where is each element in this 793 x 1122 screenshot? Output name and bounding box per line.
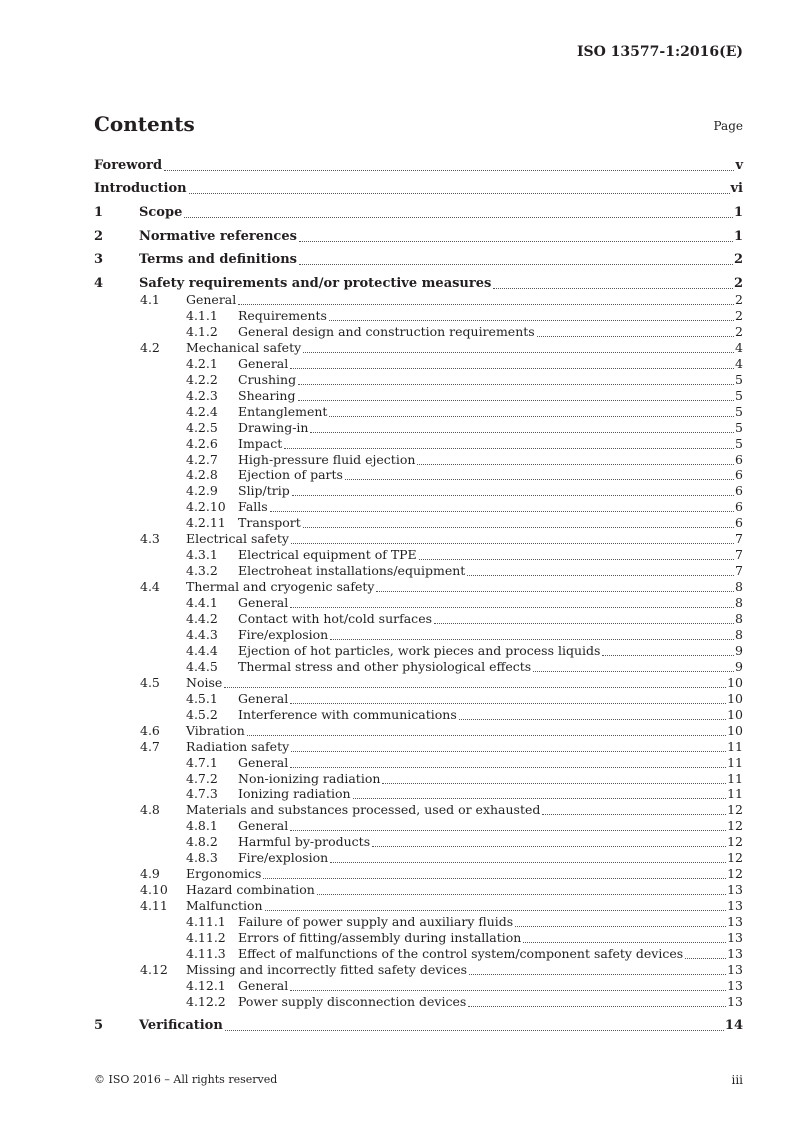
toc-entry-title: Terms and definitions xyxy=(139,252,297,267)
dot-leader xyxy=(317,893,726,895)
toc-entry[interactable] xyxy=(94,483,743,499)
dot-leader xyxy=(372,845,726,847)
toc-entry[interactable] xyxy=(94,499,743,515)
toc-entry-number: 4.4.5 xyxy=(186,658,218,674)
dot-leader xyxy=(164,169,734,171)
toc-entry-page: 11 xyxy=(727,754,743,770)
toc-entry-page: 13 xyxy=(727,993,743,1009)
toc-entry-page: 7 xyxy=(735,531,743,547)
toc-entry-title: Electroheat installations/equipment xyxy=(238,563,466,579)
toc-entry-title: Ejection of hot particles, work pieces and process liquids xyxy=(238,642,601,658)
toc-entry[interactable] xyxy=(94,914,743,930)
toc-entry-title: General xyxy=(238,355,289,371)
toc-entry-title: Normative references xyxy=(139,229,297,244)
toc-entry-title: Impact xyxy=(238,435,283,451)
toc-entry-title: General xyxy=(238,754,289,770)
toc-entry[interactable] xyxy=(94,547,743,563)
toc-entry-title: Ionizing radiation xyxy=(238,786,351,802)
toc-entry[interactable] xyxy=(94,404,743,420)
toc-entry[interactable] xyxy=(94,340,743,356)
toc-entry-number: 4.1.2 xyxy=(186,323,218,339)
toc-entry[interactable] xyxy=(94,866,743,882)
toc-entry-title: High-pressure fluid ejection xyxy=(238,451,416,467)
toc-entry-number: 4.6 xyxy=(140,722,160,738)
toc-entry-page: 13 xyxy=(727,945,743,961)
dot-leader xyxy=(299,263,733,265)
toc-entry[interactable] xyxy=(94,531,743,547)
toc-entry-page: 6 xyxy=(735,483,743,499)
toc-entry-page: 6 xyxy=(735,515,743,531)
toc-entry[interactable] xyxy=(94,930,743,946)
toc-entry-title: Thermal and cryogenic safety xyxy=(186,579,375,595)
toc-entry[interactable] xyxy=(94,452,743,468)
toc-entry-title: Fire/explosion xyxy=(238,850,329,866)
toc-entry-number: 4.7.2 xyxy=(186,770,218,786)
toc-entry[interactable] xyxy=(94,579,743,595)
toc-entry-page: 11 xyxy=(727,738,743,754)
dot-leader xyxy=(238,303,734,305)
toc-entry-title: General xyxy=(238,690,289,706)
toc-entry-title: Harmful by-products xyxy=(238,834,371,850)
toc-entry-number: 4.12.1 xyxy=(186,977,226,993)
toc-entry-page: 12 xyxy=(727,802,743,818)
dot-leader xyxy=(353,797,726,799)
toc-entry-number: 4.8.1 xyxy=(186,818,218,834)
toc-entry-title: Vibration xyxy=(186,722,245,738)
toc-entry[interactable] xyxy=(94,723,743,739)
toc-entry-page: 5 xyxy=(735,419,743,435)
dot-leader xyxy=(189,192,730,194)
toc-entry[interactable] xyxy=(94,771,743,787)
dot-leader xyxy=(263,877,726,879)
toc-entry-number: 4.2.6 xyxy=(186,435,218,451)
toc-entry-number: 4.11 xyxy=(140,898,168,914)
toc-entry-number: 4.4.4 xyxy=(186,642,218,658)
toc-entry-number: 4.11.3 xyxy=(186,945,226,961)
toc-entry[interactable] xyxy=(94,691,743,707)
toc-entry[interactable] xyxy=(94,994,743,1010)
copyright-notice: © ISO 2016 – All rights reserved xyxy=(94,1073,278,1086)
toc-entry-title: Fire/explosion xyxy=(238,626,329,642)
dot-leader xyxy=(290,606,734,608)
toc-entry-page: 10 xyxy=(727,674,743,690)
toc-entry-title: Entanglement xyxy=(238,403,328,419)
toc-entry-number: 4.8.3 xyxy=(186,850,218,866)
toc-entry-number: 5 xyxy=(94,1018,104,1033)
dot-leader xyxy=(542,813,726,815)
toc-entry-page: 11 xyxy=(727,770,743,786)
toc-entry[interactable] xyxy=(94,834,743,850)
dot-leader xyxy=(292,494,734,496)
toc-entry-number: 4.1.1 xyxy=(186,307,218,323)
toc-entry-page: 7 xyxy=(735,563,743,579)
toc-entry-title: Scope xyxy=(139,205,183,220)
toc-entry[interactable] xyxy=(94,276,743,292)
toc-entry[interactable] xyxy=(94,158,743,174)
toc-entry-number: 4.5.2 xyxy=(186,706,218,722)
toc-entry-page: 8 xyxy=(735,595,743,611)
toc-entry-page: 13 xyxy=(727,882,743,898)
toc-entry-page: 8 xyxy=(735,611,743,626)
toc-entry-page: 10 xyxy=(727,706,743,722)
toc-entry[interactable] xyxy=(94,292,743,308)
toc-entry[interactable] xyxy=(94,818,743,834)
toc-entry-number: 4.3.2 xyxy=(186,563,218,579)
toc-entry-number: 4 xyxy=(94,276,104,291)
toc-entry[interactable] xyxy=(94,420,743,436)
page-number: iii xyxy=(731,1073,743,1087)
toc-entry-title: Slip/trip xyxy=(238,483,290,499)
toc-entry-page: 13 xyxy=(727,898,743,914)
dot-leader xyxy=(417,463,734,465)
page-column-label: Page xyxy=(713,119,743,133)
toc-entry[interactable] xyxy=(94,962,743,978)
toc-entry-title: Failure of power supply and auxiliary fluids xyxy=(238,914,514,930)
toc-entry-page: 8 xyxy=(735,626,743,642)
toc-entry-number: 4.5 xyxy=(140,674,160,690)
toc-entry-number: 4.12 xyxy=(140,961,168,977)
toc-entry-number: 3 xyxy=(94,252,104,267)
toc-entry[interactable] xyxy=(94,850,743,866)
toc-entry[interactable] xyxy=(94,356,743,372)
dot-leader xyxy=(419,558,734,560)
toc-entry[interactable] xyxy=(94,707,743,723)
toc-entry-number: 4.2.11 xyxy=(186,515,226,531)
dot-leader xyxy=(225,1029,724,1031)
toc-entry-number: 4.3.1 xyxy=(186,547,218,563)
toc-entry-number: 4.4.1 xyxy=(186,595,218,611)
toc-entry-title: Shearing xyxy=(238,387,296,403)
toc-entry[interactable] xyxy=(94,898,743,914)
dot-leader xyxy=(537,335,734,337)
toc-entry-page: 1 xyxy=(733,205,743,220)
toc-entry-title: Electrical safety xyxy=(186,531,289,547)
toc-entry-page: 6 xyxy=(735,499,743,515)
toc-entry-number: 4.8.2 xyxy=(186,834,218,850)
toc-entry-page: 6 xyxy=(735,467,743,483)
toc-entry-page: 9 xyxy=(735,642,743,658)
toc-entry-page: 14 xyxy=(724,1018,743,1033)
toc-entry[interactable] xyxy=(94,388,743,404)
toc-entry-title: Transport xyxy=(238,515,301,531)
toc-entry-title: Falls xyxy=(238,499,268,515)
toc-entry-number: 4.3 xyxy=(140,531,160,547)
toc-entry-number: 4.2 xyxy=(140,339,160,355)
toc-entry[interactable] xyxy=(94,252,743,268)
toc-entry-title: Mechanical safety xyxy=(186,339,302,355)
dot-leader xyxy=(303,351,734,353)
toc-entry[interactable] xyxy=(94,627,743,643)
toc-entry-title: Non-ionizing radiation xyxy=(238,770,381,786)
toc-entry[interactable] xyxy=(94,436,743,452)
toc-entry-page: 13 xyxy=(727,977,743,993)
toc-entry-title: Drawing-in xyxy=(238,419,309,435)
toc-entry-number: 2 xyxy=(94,229,104,244)
toc-entry-page: 13 xyxy=(727,961,743,977)
toc-entry[interactable] xyxy=(94,978,743,994)
toc-entry-title: Foreword xyxy=(94,158,163,173)
toc-entry-page: 2 xyxy=(735,292,743,307)
dot-leader xyxy=(685,957,726,959)
toc-entry-page: 4 xyxy=(735,355,743,371)
dot-leader xyxy=(533,670,734,672)
contents-heading: Contents xyxy=(94,112,195,136)
document-id: ISO 13577-1:2016(E) xyxy=(576,44,743,60)
toc-entry[interactable] xyxy=(94,882,743,898)
toc-entry-page: 10 xyxy=(727,722,743,738)
toc-entry[interactable] xyxy=(94,205,743,221)
toc-entry-page: 2 xyxy=(735,307,743,323)
toc-entry-number: 4.4.2 xyxy=(186,611,218,626)
toc-entry-page: 10 xyxy=(727,690,743,706)
toc-entry-number: 4.2.7 xyxy=(186,451,218,467)
toc-entry[interactable] xyxy=(94,324,743,340)
toc-entry-number: 4.12.2 xyxy=(186,993,226,1009)
dot-leader xyxy=(493,287,733,289)
toc-entry-page: 2 xyxy=(733,252,743,267)
dot-leader xyxy=(523,941,726,943)
toc-entry-page: 5 xyxy=(735,403,743,419)
toc-entry-page: 13 xyxy=(727,930,743,945)
toc-entry-page: 5 xyxy=(735,371,743,387)
toc-entry-title: General xyxy=(186,292,237,307)
toc-entry-title: General design and construction requirements xyxy=(238,323,535,339)
toc-entry-page: 2 xyxy=(735,323,743,339)
toc-entry-number: 4.10 xyxy=(140,882,168,898)
toc-entry-number: 4.4 xyxy=(140,579,160,595)
toc-entry-title: General xyxy=(238,818,289,834)
dot-leader xyxy=(310,431,734,433)
toc-entry[interactable] xyxy=(94,515,743,531)
dot-leader xyxy=(382,782,726,784)
toc-entry-title: General xyxy=(238,977,289,993)
toc-entry[interactable] xyxy=(94,1018,743,1034)
dot-leader xyxy=(290,829,726,831)
dot-leader xyxy=(298,383,734,385)
toc-entry-page: 9 xyxy=(735,658,743,674)
toc-entry-page: v xyxy=(735,158,743,173)
toc-entry[interactable] xyxy=(94,643,743,659)
toc-entry-page: 12 xyxy=(727,834,743,850)
dot-leader xyxy=(299,240,733,242)
toc-entry-page: 5 xyxy=(735,387,743,403)
toc-entry-title: Crushing xyxy=(238,371,297,387)
toc-entry-page: 12 xyxy=(727,866,743,882)
toc-entry-title: Interference with communications xyxy=(238,706,457,722)
toc-entry[interactable] xyxy=(94,786,743,802)
toc-entry-page: vi xyxy=(730,181,743,196)
toc-entry-title: Noise xyxy=(186,674,223,690)
toc-entry[interactable] xyxy=(94,181,743,197)
dot-leader xyxy=(291,750,726,752)
dot-leader xyxy=(469,973,726,975)
toc-entry[interactable] xyxy=(94,675,743,691)
toc-entry-title: Safety requirements and/or protective measures xyxy=(139,276,492,291)
toc-entry-number: 4.11.1 xyxy=(186,914,226,930)
toc-entry-number: 4.9 xyxy=(140,866,160,882)
dot-leader xyxy=(602,654,734,656)
toc-entry-number: 4.2.4 xyxy=(186,403,218,419)
toc-entry-title: Thermal stress and other physiological effects xyxy=(238,658,532,674)
toc-entry-number: 4.5.1 xyxy=(186,690,218,706)
toc-entry-page: 12 xyxy=(727,818,743,834)
dot-leader xyxy=(270,510,734,512)
toc-entry-title: Verification xyxy=(139,1018,223,1033)
toc-entry[interactable] xyxy=(94,308,743,324)
toc-entry-page: 6 xyxy=(735,451,743,467)
toc-entry-number: 4.2.5 xyxy=(186,419,218,435)
toc-entry-title: Ergonomics xyxy=(186,866,262,882)
toc-entry-title: Materials and substances processed, used or exhausted xyxy=(186,802,541,818)
toc-entry-number: 4.2.2 xyxy=(186,371,218,387)
dot-leader xyxy=(330,638,734,640)
dot-leader xyxy=(345,478,734,480)
toc-entry-number: 4.11.2 xyxy=(186,930,226,945)
dot-leader xyxy=(434,622,734,624)
toc-entry-page: 7 xyxy=(735,547,743,563)
toc-entry[interactable] xyxy=(94,611,743,627)
dot-leader xyxy=(247,734,726,736)
toc-entry-title: Radiation safety xyxy=(186,738,290,754)
toc-entry-title: Errors of fitting/assembly during installation xyxy=(238,930,522,945)
toc-entry[interactable] xyxy=(94,229,743,245)
toc-entry-title: Effect of malfunctions of the control system/component safety devices xyxy=(238,945,684,961)
toc-entry-page: 5 xyxy=(735,435,743,451)
toc-entry-number: 4.2.8 xyxy=(186,467,218,483)
dot-leader xyxy=(329,319,734,321)
toc-entry-number: 4.7.1 xyxy=(186,754,218,770)
dot-leader xyxy=(467,574,734,576)
dot-leader xyxy=(290,989,726,991)
toc-entry[interactable] xyxy=(94,659,743,675)
toc-entry-title: Hazard combination xyxy=(186,882,315,898)
toc-entry-title: Requirements xyxy=(238,307,327,323)
toc-entry[interactable] xyxy=(94,755,743,771)
dot-leader xyxy=(265,909,727,911)
toc-entry[interactable] xyxy=(94,467,743,483)
toc-entry-page: 13 xyxy=(727,914,743,930)
toc-entry-page: 12 xyxy=(727,850,743,866)
toc-entry-title: General xyxy=(238,595,289,611)
toc-entry-number: 4.8 xyxy=(140,802,160,818)
dot-leader xyxy=(468,1005,726,1007)
toc-entry-title: Missing and incorrectly fitted safety devices xyxy=(186,961,468,977)
toc-entry[interactable] xyxy=(94,739,743,755)
toc-entry[interactable] xyxy=(94,595,743,611)
toc-entry-number: 4.2.3 xyxy=(186,387,218,403)
toc-entry[interactable] xyxy=(94,372,743,388)
dot-leader xyxy=(515,925,726,927)
dot-leader xyxy=(459,718,726,720)
dot-leader xyxy=(290,367,734,369)
dot-leader xyxy=(298,399,735,401)
dot-leader xyxy=(284,447,734,449)
dot-leader xyxy=(329,415,734,417)
toc-entry-number: 4.1 xyxy=(140,292,160,307)
toc-entry[interactable] xyxy=(94,802,743,818)
dot-leader xyxy=(224,686,726,688)
toc-entry-title: Introduction xyxy=(94,181,187,196)
dot-leader xyxy=(376,590,734,592)
toc-entry-number: 4.2.10 xyxy=(186,499,226,515)
toc-entry-page: 1 xyxy=(733,229,743,244)
dot-leader xyxy=(290,702,726,704)
toc-entry-number: 1 xyxy=(94,205,104,220)
dot-leader xyxy=(303,526,734,528)
dot-leader xyxy=(290,766,726,768)
toc-entry-number: 4.2.9 xyxy=(186,483,218,499)
toc-entry-title: Ejection of parts xyxy=(238,467,343,483)
dot-leader xyxy=(291,542,734,544)
toc-entry-page: 4 xyxy=(735,339,743,355)
toc-entry-page: 11 xyxy=(727,786,743,802)
toc-entry[interactable] xyxy=(94,563,743,579)
toc-entry-title: Power supply disconnection devices xyxy=(238,993,467,1009)
toc-entry[interactable] xyxy=(94,946,743,962)
dot-leader xyxy=(330,861,726,863)
toc-entry-number: 4.7 xyxy=(140,738,160,754)
toc-entry-page: 8 xyxy=(735,579,743,595)
toc-entry-title: Electrical equipment of TPE xyxy=(238,547,417,563)
toc-entry-title: Malfunction xyxy=(186,898,263,914)
dot-leader xyxy=(184,216,733,218)
toc-entry-title: Contact with hot/cold surfaces xyxy=(238,611,433,626)
toc-entry-number: 4.4.3 xyxy=(186,626,218,642)
toc-entry-page: 2 xyxy=(733,276,743,291)
toc-entry-number: 4.7.3 xyxy=(186,786,218,802)
toc-entry-number: 4.2.1 xyxy=(186,355,218,371)
